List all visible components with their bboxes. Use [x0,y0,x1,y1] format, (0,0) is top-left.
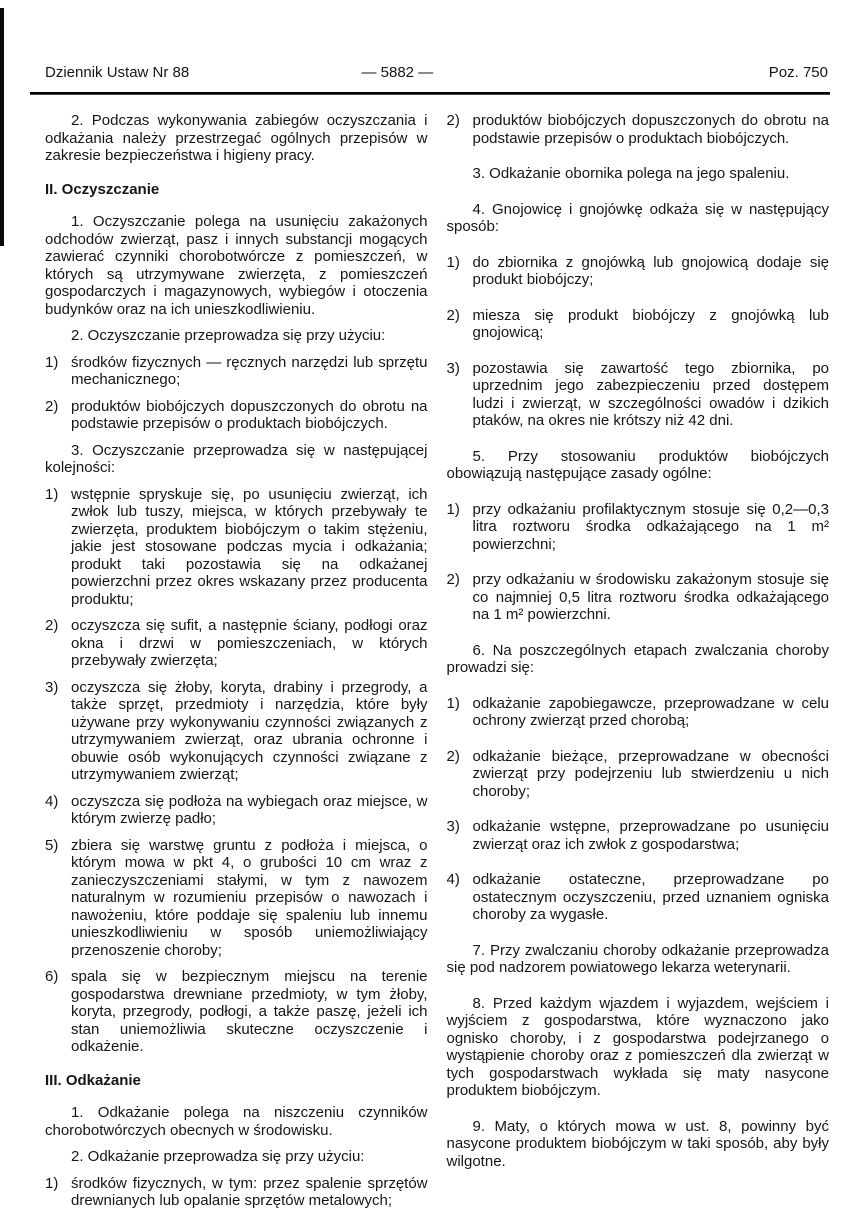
paragraph: 1. Odkażanie polega na niszczeniu czynników chorobotwórczych obecnych w środowisku. [45,1104,428,1139]
list-item [45,837,428,960]
list-item [447,871,830,924]
page-number: — 5882 — [361,64,434,81]
paragraph: 6. Na poszczególnych etapach zwalczania choroby prowadzi się: [446,641,829,676]
paragraph: 5. Przy stosowaniu produktów biobójczych obowiązują następujące zasady ogólne: [446,447,829,482]
list-item [45,398,428,433]
list-item [45,1175,428,1210]
list-item-text: oczyszcza się sufit, a następnie ściany, podłogi oraz okna i drzwi w pomieszczeniach, w których przebywały zwierzęta; [71,617,428,669]
list-item [447,818,830,853]
section-heading: II. Oczyszczanie [45,180,160,198]
list-item-text: pozostawia się zawartość tego zbiornika, po uprzednim jego zabezpieczeniu przed dostępem ludzi i zwierząt, w szczególności owadów i dzikich ptaków, na okres nie krótszy niż 42 dni. [472,359,829,429]
list-item-number: 6) [45,968,59,985]
section-heading: III. Odkażanie [45,1071,141,1089]
list-item-text: odkażanie ostateczne, przeprowadzane po ostatecznym oczyszczeniu, przed uznaniem ogniska choroby za wygasłe. [472,871,829,923]
list-item-text: przy odkażaniu w środowisku zakażonym stosuje się co najmniej 0,5 litra roztworu środka odkażającego na 1 m² powierzchni. [472,571,829,623]
paragraph: 7. Przy zwalczaniu choroby odkażanie przeprowadza się pod nadzorem powiatowego lekarza weterynarii. [446,941,829,976]
list-item [447,112,830,147]
list-item [447,254,830,289]
header-rule [30,92,830,95]
list-item [447,360,830,430]
list-item [447,571,830,624]
list-item-number: 4) [446,871,460,888]
list-item-number: 2) [446,112,460,129]
list-item-number: 3) [45,678,59,696]
list-item-number: 2) [446,571,460,588]
list-item-text: zbiera się warstwę gruntu z podłoża i miejsca, o którym mowa w pkt 4, o grubości 10 cm wraz z zanieczyszczeniami stałymi, w tym z nawozem naturalnym w rozumieniu przepisów o nawozach i nawożeniu, które poddaje się spaleniu lub innemu unieszkodliwieniu w sposób uniemożliwiający przenoszenie choroby; [71,836,428,959]
page-header [45,64,828,86]
list-item-number: 3) [446,359,460,377]
list-item-text: produktów biobójczych dopuszczonych do obrotu na podstawie przepisów o produktach biobójczych. [71,397,428,432]
list-item-text: spala się w bezpiecznym miejscu na terenie gospodarstwa drewniane przedmioty, w tym żłoby, koryta, przegrody, podłogi, a także paszę, jeżeli ich stan uniemożliwia skuteczne oczyszczenie i odkażenie. [71,968,428,1055]
list-item-number: 1) [45,353,59,371]
paragraph: 2. Oczyszczanie przeprowadza się przy użyciu: [71,327,386,344]
journal-title: Dziennik Ustaw Nr 88 [45,64,190,81]
list-item-number: 2) [446,747,460,765]
list-item-number: 3) [446,818,460,835]
list-item-text: oczyszcza się żłoby, koryta, drabiny i przegrody, a także sprzęt, przedmioty i narzędzia, które były używane przy wykonywaniu czynności związanych z utrzymywaniem zwierząt, oraz ubrania ochronne i obuwie osób wykonujących czynności związane z utrzymywaniem zwierząt; [71,678,428,783]
list-item-number: 1) [45,485,59,503]
list-item-number: 1) [45,1174,59,1192]
list-item-number: 4) [45,792,59,810]
list-item-text: przy odkażaniu profilaktycznym stosuje się 0,2—0,3 litra roztworu środka odkażającego na 1 m² powierzchni; [472,500,829,553]
document-body [45,112,829,1219]
list-item-number: 2) [446,306,460,324]
list-item [447,307,830,342]
list-item-text: środków fizycznych — ręcznych narzędzi lub sprzętu mechanicznego; [71,353,428,388]
paragraph: 4. Gnojowicę i gnojówkę odkaża się w następujący sposób: [446,200,829,235]
list-item [45,793,428,828]
list-item-number: 1) [446,253,460,271]
list-item-text: oczyszcza się podłoża na wybiegach oraz miejsce, w którym zwierzę padło; [71,792,428,827]
list-item-text: odkażanie wstępne, przeprowadzane po usunięciu zwierząt oraz ich zwłok z gospodarstwa; [472,818,829,853]
left-column [45,112,428,1219]
scan-edge-artifact [0,8,4,246]
list-item-number: 1) [446,500,460,518]
paragraph: 9. Maty, o których mowa w ust. 8, powinny być nasycone produktem biobójczym w taki sposób, aby były wilgotne. [446,1117,829,1170]
list-item [45,486,428,609]
right-column [447,112,830,1219]
list-item [447,695,830,730]
list-item [45,617,428,670]
list-item-number: 2) [45,617,59,634]
paragraph: 2. Odkażanie przeprowadza się przy użyciu: [71,1148,365,1165]
paragraph: 3. Odkażanie obornika polega na jego spaleniu. [472,165,790,182]
list-item [45,679,428,784]
paragraph: 8. Przed każdym wjazdem i wyjazdem, wejściem i wyjściem z gospodarstwa, które wyznaczono jako ognisko choroby, i z gospodarstwa podejrzanego o wystąpienie choroby oraz z pomieszczeń dla zwierząt w tych gospodarstwach wykłada się maty nasycone produktem biobójczym. [446,994,829,1099]
list-item-text: do zbiornika z gnojówką lub gnojowicą dodaje się produkt biobójczy; [472,253,829,288]
list-item [45,354,428,389]
list-item-text: miesza się produkt biobójczy z gnojówką lub gnojowicą; [472,306,829,341]
paragraph: 1. Oczyszczanie polega na usunięciu zakażonych odchodów zwierząt, pasz i innych substancji mogących zawierać czynniki chorobotwórcze z pomieszczeń, w których są utrzymywane zwierzęta, z pomieszczeń gospodarczych i magazynowych, wybiegów i otoczenia budynków oraz na ich unieszkodliwieniu. [45,213,428,318]
list-item-number: 5) [45,836,59,854]
paragraph: 2. Podczas wykonywania zabiegów oczyszczania i odkażania należy przestrzegać ogólnych przepisów w zakresie bezpieczeństwa i higieny pracy. [45,112,428,164]
position-number: Poz. 750 [768,64,828,81]
list-item-text: produktów biobójczych dopuszczonych do obrotu na podstawie przepisów o produktach biobójczych. [472,112,829,147]
list-item [447,748,830,801]
list-item [45,968,428,1056]
list-item [447,501,830,554]
list-item-text: odkażanie zapobiegawcze, przeprowadzane w celu ochrony zwierząt przed chorobą; [472,694,829,729]
list-item-text: wstępnie spryskuje się, po usunięciu zwierząt, ich zwłok lub tuszy, miejsca, w których przebywały te zwierzęta, produktem biobójczym o takim stężeniu, jakie jest stosowane podczas mycia i odkażania; produkt taki pozostawia się na odkażanej powierzchni przez okres wskazany przez producenta produktu; [71,485,428,608]
list-item-text: środków fizycznych, w tym: przez spalenie sprzętów drewnianych lub opalanie sprzętów metalowych; [71,1174,428,1209]
list-item-text: odkażanie bieżące, przeprowadzane w obecności zwierząt przy podejrzeniu lub stwierdzeniu u nich choroby; [472,747,829,800]
paragraph: 3. Oczyszczanie przeprowadza się w następującej kolejności: [45,441,428,476]
list-item-number: 1) [446,694,460,712]
list-item-number: 2) [45,397,59,415]
